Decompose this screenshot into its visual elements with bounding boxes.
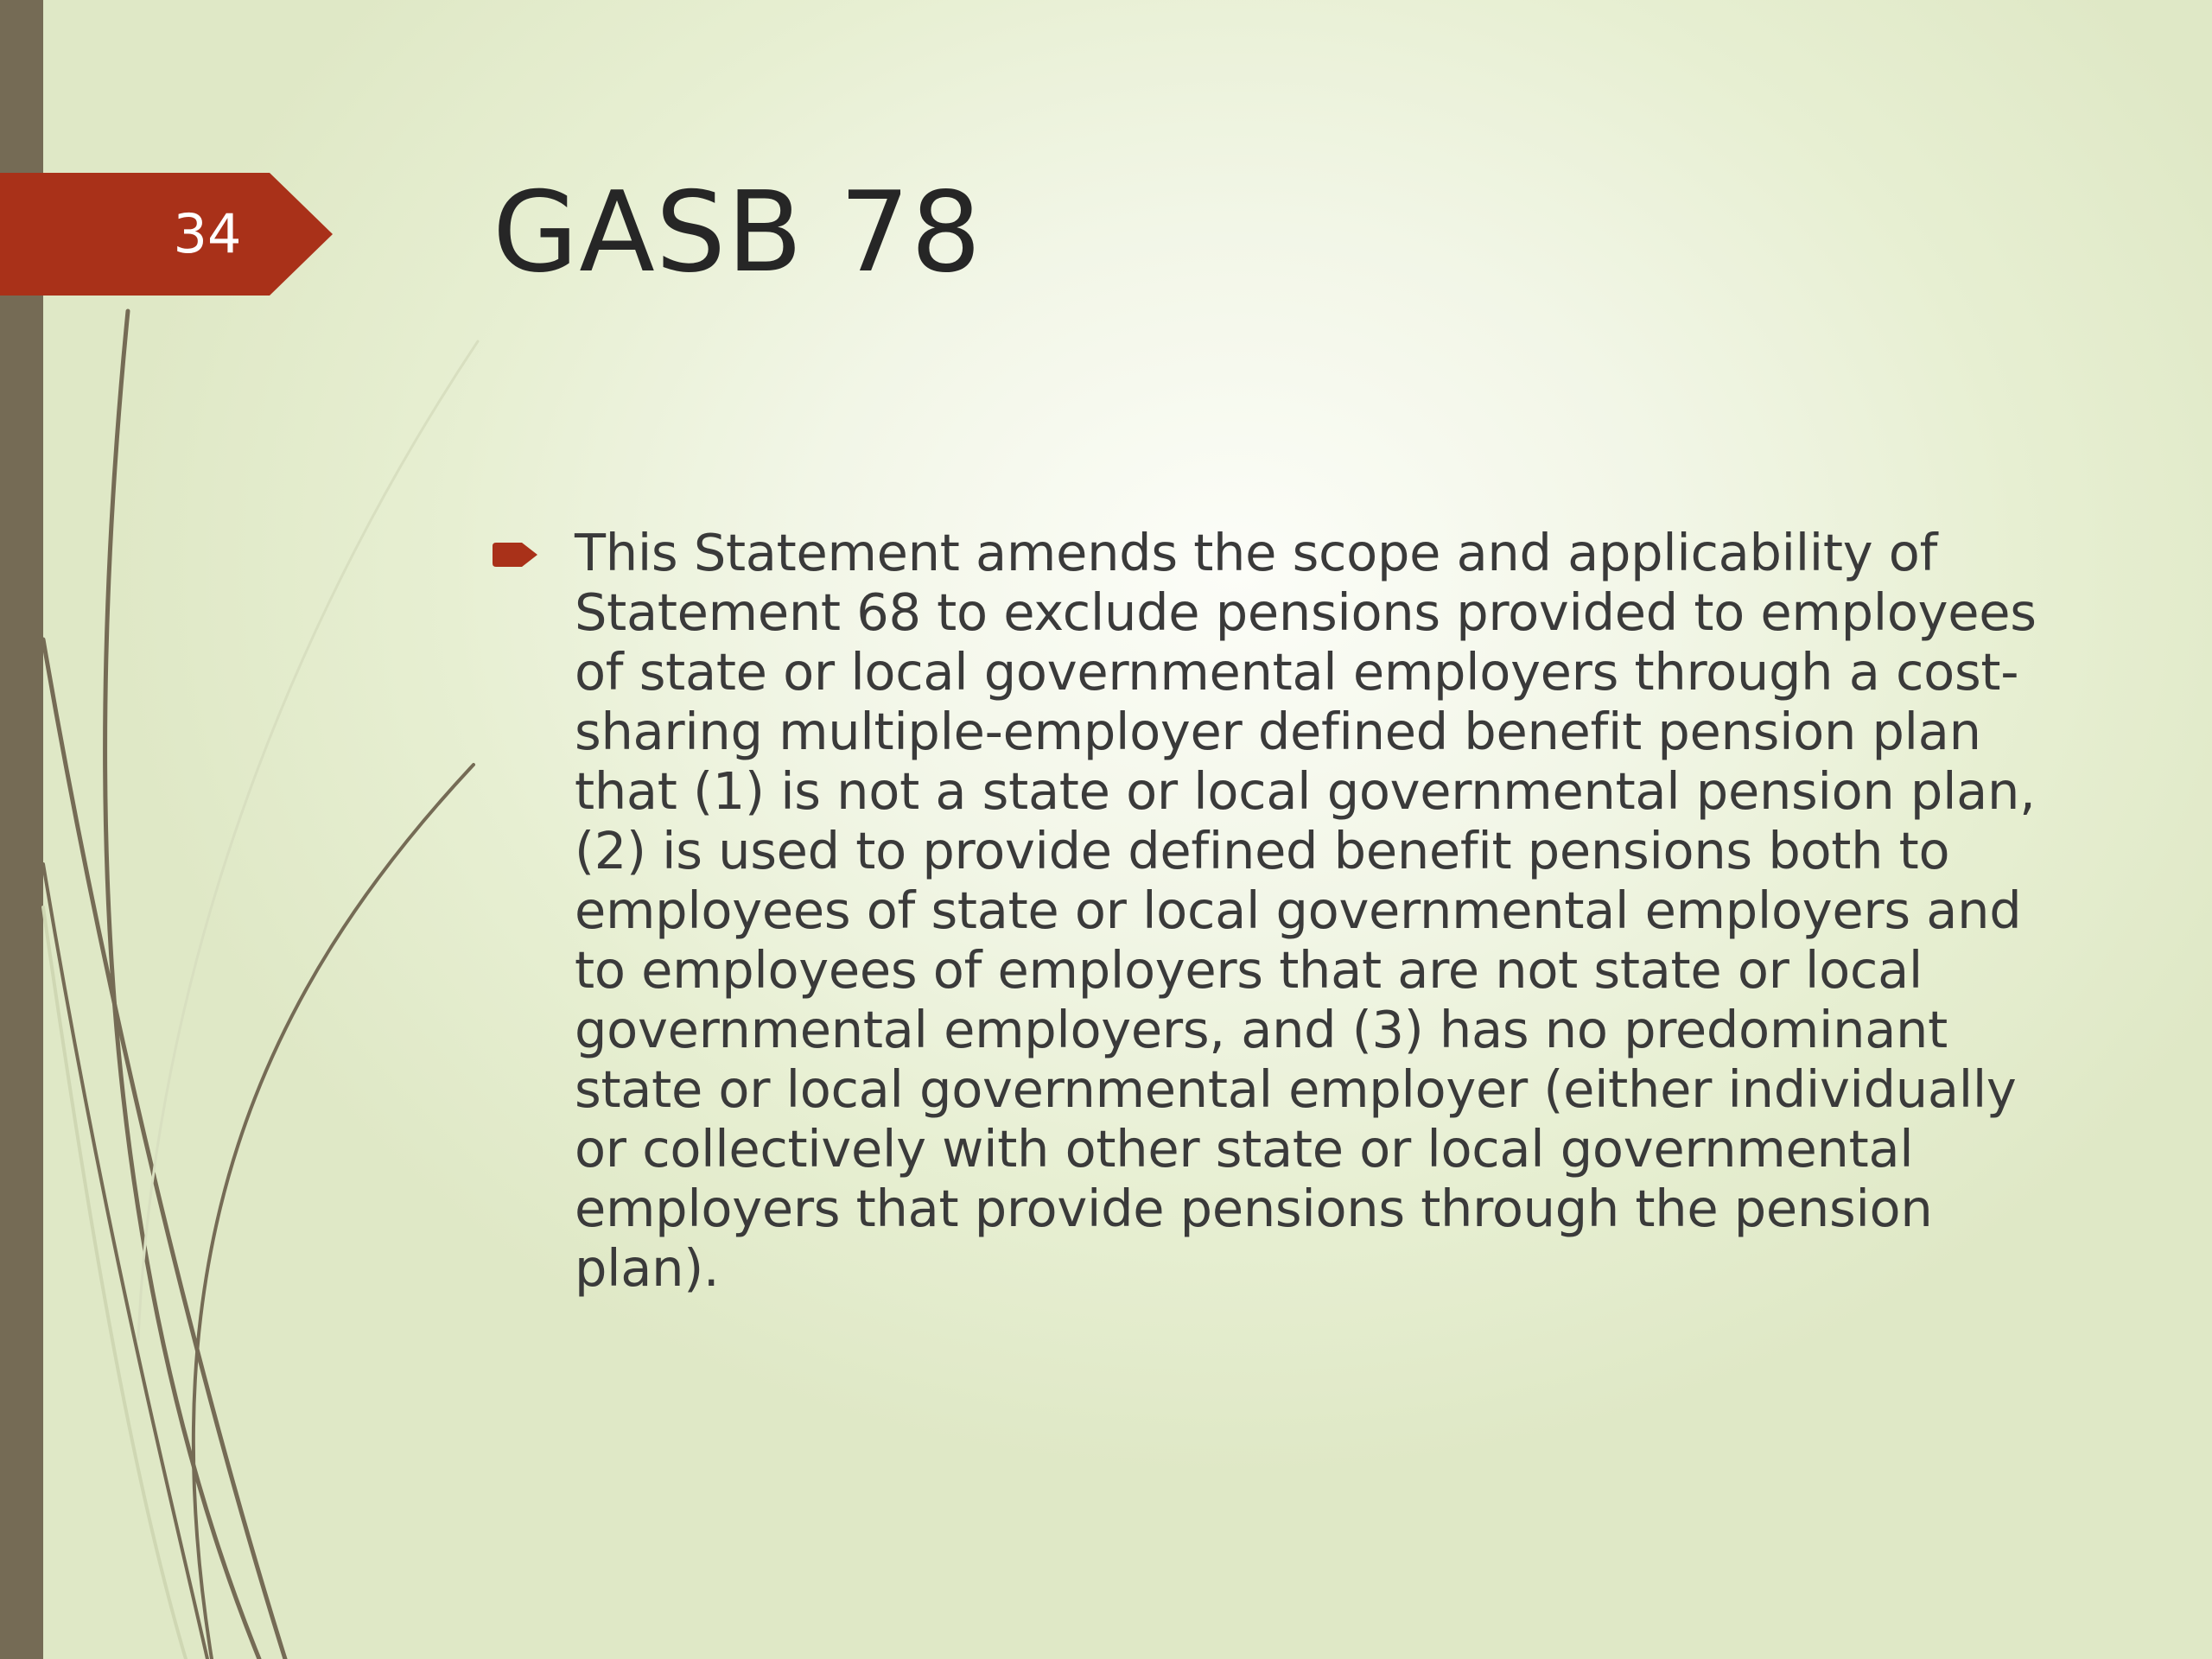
slide-title: GASB 78 — [493, 168, 982, 297]
slide-number: 34 — [173, 202, 242, 265]
arrow-bullet-icon — [493, 543, 537, 567]
bullet-text: This Statement amends the scope and applicability of Statement 68 to exclude pensions provided to employees of state or local governmental employers through a cost-sharing multiple-employer defined benefit pension plan that (1) is not a state or local governmental pension plan, (2) is used to provide defined benefit pensions both to employees of state or local governmental employers and to employees of employers that are not state or local governmental employers, and (3) has no predominant state or local governmental employer (either individually or collectively with other state or local governmental employers that provide pensions through the pension plan). — [575, 523, 2037, 1298]
content-area — [493, 523, 2048, 1298]
bullet-item — [493, 523, 2048, 1298]
